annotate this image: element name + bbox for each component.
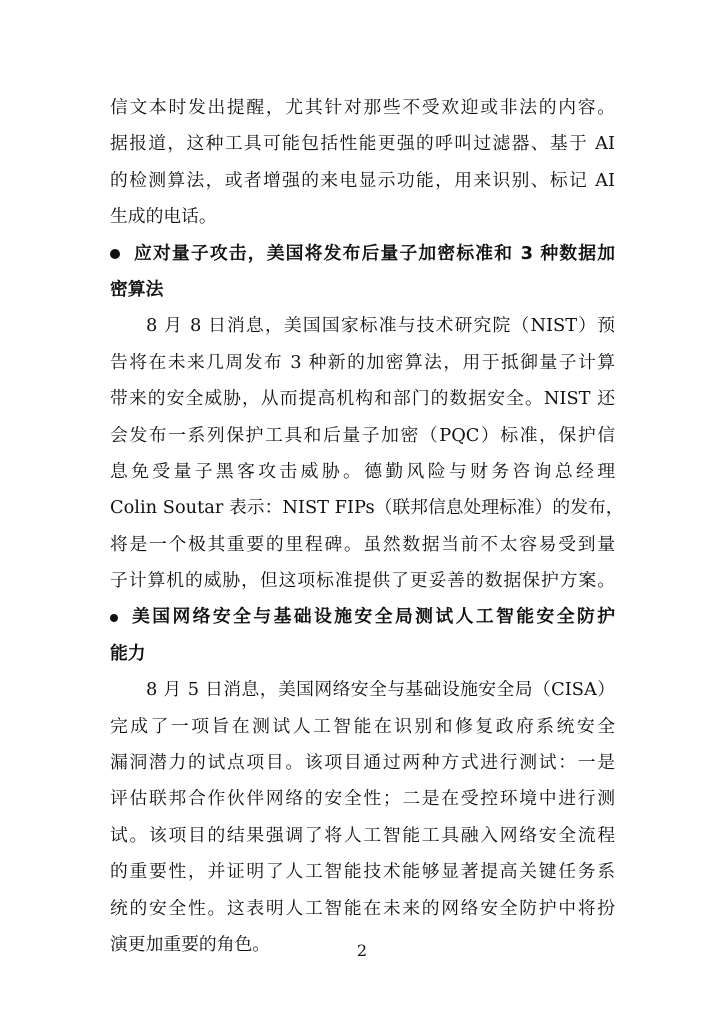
bullet-icon [110, 249, 120, 259]
paragraph-line: 据报道，这种工具可能包括性能更强的呼叫过滤器、基于 AI [110, 133, 615, 155]
section-heading: 美国网络安全与基础设施安全局测试人工智能安全防护 [110, 599, 615, 635]
paragraph-line: 统的安全性。这表明人工智能在未来的网络安全防护中将扮 [110, 897, 615, 919]
document-page [110, 90, 624, 963]
paragraph-line: 试。该项目的结果强调了将人工智能工具融入网络安全流程 [110, 824, 615, 846]
section-heading-continuation: 密算法 [110, 278, 164, 300]
paragraph-line: 息免受量子黑客攻击威胁。德勤风险与财务咨询总经理 [110, 460, 615, 482]
paragraph-line: 子计算机的威胁，但这项标准提供了更妥善的数据保护方案。 [110, 570, 615, 592]
paragraph-line: 漏洞潜力的试点项目。该项目通过两种方式进行测试：一是 [110, 752, 615, 774]
paragraph-line: 评估联邦合作伙伴网络的安全性；二是在受控环境中进行测 [110, 788, 615, 810]
paragraph-line: 将是一个极其重要的里程碑。虽然数据当前不太容易受到量 [110, 533, 615, 555]
section-heading: 应对量子攻击，美国将发布后量子加密标准和 3 种数据加 [110, 236, 615, 272]
paragraph-line: 带来的安全威胁，从而提高机构和部门的数据安全。NIST 还 [110, 388, 615, 410]
paragraph-line: 告将在未来几周发布 3 种新的加密算法，用于抵御量子计算 [110, 351, 615, 373]
paragraph-line: 8 月 8 日消息，美国国家标准与技术研究院（NIST）预 [146, 315, 615, 337]
section-heading-continuation: 能力 [110, 642, 146, 664]
paragraph-line: 完成了一项旨在测试人工智能在识别和修复政府系统安全 [110, 715, 615, 737]
paragraph-line: 的检测算法，或者增强的来电显示功能，用来识别、标记 AI [110, 169, 615, 191]
paragraph-line: 8 月 5 日消息，美国网络安全与基础设施安全局（CISA） [146, 679, 615, 701]
paragraph-line: 会发布一系列保护工具和后量子加密（PQC）标准，保护信 [110, 424, 615, 446]
paragraph-line: 生成的电话。 [110, 206, 217, 228]
paragraph-line: 演更加重要的角色。 [110, 933, 271, 955]
bullet-icon [110, 614, 118, 622]
paragraph-line: 的重要性，并证明了人工智能技术能够显著提高关键任务系 [110, 861, 615, 883]
paragraph-line: Colin Soutar 表示：NIST FIPs（联邦信息处理标准）的发布， [110, 497, 624, 519]
paragraph-line: 信文本时发出提醒，尤其针对那些不受欢迎或非法的内容。 [110, 97, 615, 118]
page-number: 2 [356, 941, 368, 960]
